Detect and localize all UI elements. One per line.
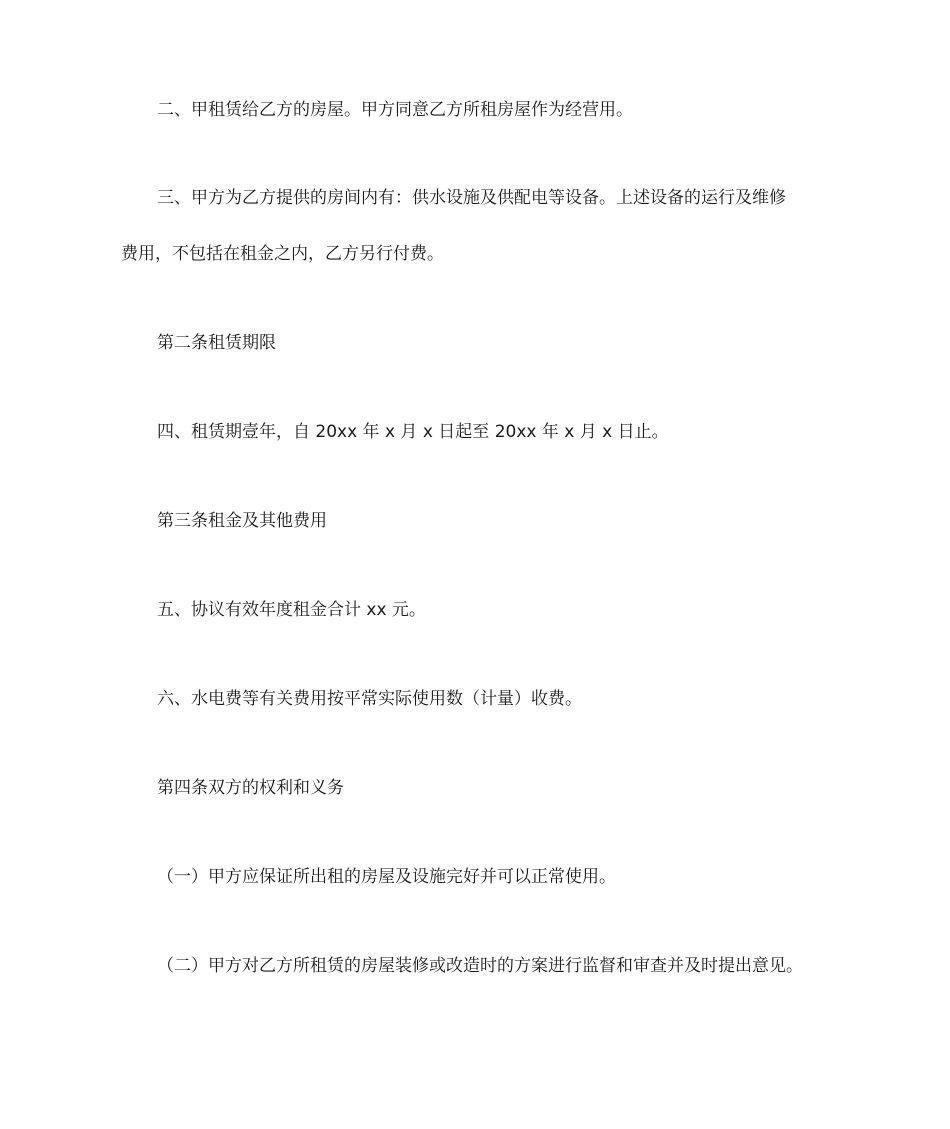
clause-six-paragraph: 六、水电费等有关费用按平常实际使用数（计量）收费。	[157, 689, 582, 709]
obligation-one-paragraph: （一）甲方应保证所出租的房屋及设施完好并可以正常使用。	[157, 867, 616, 887]
obligation-two-paragraph: （二）甲方对乙方所租赁的房屋装修或改造时的方案进行监督和审查并及时提出意见。	[157, 956, 803, 976]
article-four-heading: 第四条双方的权利和义务	[157, 778, 344, 798]
article-three-heading: 第三条租金及其他费用	[157, 511, 327, 531]
article-two-heading: 第二条租赁期限	[157, 333, 276, 353]
clause-four-paragraph: 四、租赁期壹年，自 20xx 年 x 月 x 日起至 20xx 年 x 月 x 日止。	[157, 422, 669, 442]
clause-five-paragraph: 五、协议有效年度租金合计 xx 元。	[157, 600, 426, 620]
clause-three-paragraph-line2: 费用，不包括在租金之内，乙方另行付费。	[121, 244, 444, 264]
clause-three-paragraph-line1: 三、甲方为乙方提供的房间内有：供水设施及供配电等设备。上述设备的运行及维修	[157, 188, 786, 208]
clause-two-paragraph: 二、甲租赁给乙方的房屋。甲方同意乙方所租房屋作为经营用。	[157, 100, 633, 120]
